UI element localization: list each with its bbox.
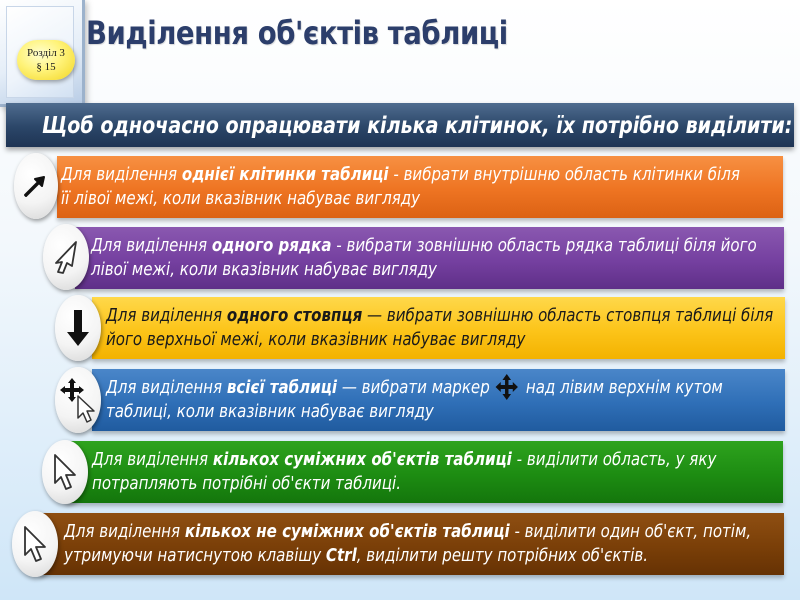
arrow-pointer-icon (42, 440, 88, 504)
row-prefix: Для виділення (91, 236, 212, 256)
row-suffix: , виділити решту потрібних об'єктів. (356, 546, 649, 566)
row-prefix: Для виділення (61, 165, 182, 185)
arrow-pointer-outline-icon (43, 224, 89, 290)
arrow-pointer-icon (12, 511, 58, 577)
intro-banner-text: Щоб одночасно опрацювати кілька клітинок, їх потрібно виділити: (42, 113, 793, 139)
ctrl-key-label: Ctrl (325, 546, 357, 566)
row-select-table (92, 369, 785, 431)
row-select-row (75, 227, 784, 289)
table-move-handle-icon (495, 373, 519, 401)
row-prefix: Для виділення (92, 450, 213, 470)
row-select-row-text (91, 234, 779, 282)
row-prefix: Для виділення (106, 306, 227, 326)
row-select-adjacent (66, 441, 783, 503)
row-suffix: - виділити область, у яку потрапляють потрібні об'єкти таблиці. (92, 450, 717, 494)
row-select-table-text (106, 376, 785, 424)
row-suffix: - вибрати внутрішню область клітинки біля її лівої межі, коли вказівник набуває вигляду (61, 165, 740, 209)
row-select-column-text (106, 304, 785, 352)
row-suffix: - вибрати зовнішню область рядка таблиці біля його лівої межі, коли вказівник набуває вигляду (91, 236, 757, 280)
row-prefix: Для виділення (106, 378, 227, 398)
row-mid: — вибрати маркер (337, 378, 490, 398)
row-bold: одного стовпця (226, 306, 363, 326)
arrow-northeast-icon (14, 153, 58, 219)
row-bold: кількох суміжних об'єктів таблиці (212, 450, 512, 470)
row-bold: кількох не суміжних об'єктів таблиці (184, 522, 510, 542)
row-select-nonadjacent (40, 513, 784, 575)
row-select-adjacent-text (92, 448, 780, 496)
section-badge-line2: § 15 (36, 61, 56, 73)
row-bold: одного рядка (211, 236, 332, 256)
row-bold: всієї таблиці (226, 378, 338, 398)
row-bold: однієї клітинки таблиці (181, 165, 389, 185)
arrow-down-icon (55, 295, 101, 361)
intro-banner (6, 103, 794, 147)
row-select-column (92, 297, 785, 359)
row-select-nonadjacent-text (64, 520, 800, 568)
row-select-cell-text (61, 163, 749, 211)
page-title: Виділення об'єктів таблиці (86, 14, 508, 52)
row-prefix: Для виділення (64, 522, 185, 542)
section-badge (17, 40, 75, 80)
row-mid: - виділити один об'єкт, потім, утримуючи натиснутою клавішу (64, 522, 752, 566)
move-cursor-icon (55, 367, 101, 433)
row-suffix: — вибрати зовнішню область стовпця таблиці біля його верхньої межі, коли вказівник набуває вигляду (106, 306, 774, 350)
row-select-cell (57, 156, 783, 218)
section-badge-line1: Розділ 3 (27, 47, 65, 59)
row-suffix: над лівим верхнім кутом таблиці, коли вказівник набуває вигляду (106, 378, 723, 422)
